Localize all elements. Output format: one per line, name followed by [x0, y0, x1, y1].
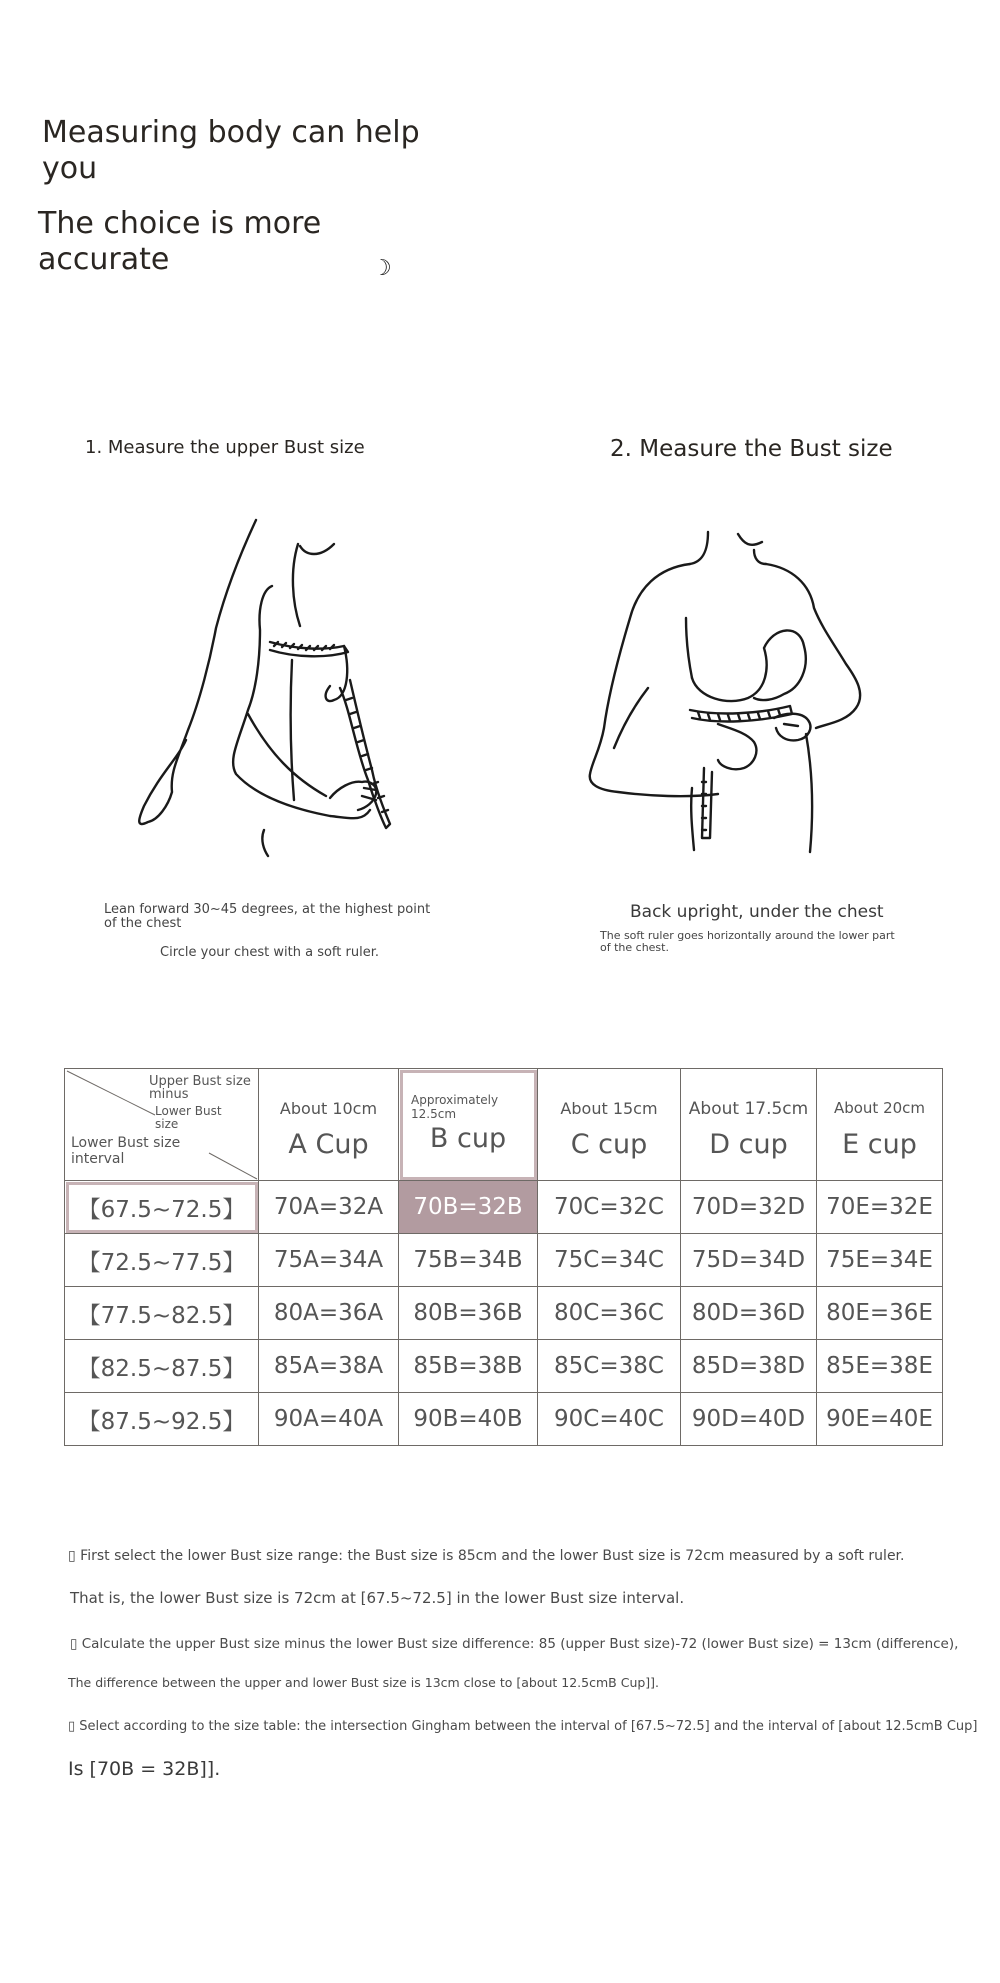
moon-icon: ☽	[372, 256, 392, 281]
note-step2-detail: The difference between the upper and lower Bust size is 13cm close to [about 12.5cmB Cup]].	[68, 1675, 660, 1690]
page-subtitle-line2: accurate	[38, 242, 170, 277]
size-cell: 75B=34B	[399, 1234, 538, 1287]
upper-bust-illustration	[130, 510, 420, 860]
size-cell: 85B=38B	[399, 1340, 538, 1393]
header-cup-a: About 10cm A Cup	[259, 1069, 399, 1181]
size-cell: 70E=32E	[817, 1181, 943, 1234]
table-row	[65, 1287, 943, 1340]
size-cell: 85D=38D	[681, 1340, 817, 1393]
corner-lower-top-label: Lower Bust size	[155, 1104, 222, 1131]
note-step3: ▯ Select according to the size table: the intersection Gingham between the interval of [67.5~72.5] and the interval of [about 12.5cmB Cup]	[68, 1719, 978, 1734]
size-cell: 80B=36B	[399, 1287, 538, 1340]
size-cell: 70C=32C	[538, 1181, 681, 1234]
step2-title: 2. Measure the Bust size	[610, 436, 893, 462]
size-cell: 90E=40E	[817, 1393, 943, 1446]
size-cell: 90C=40C	[538, 1393, 681, 1446]
page-title-line1: Measuring body can help	[42, 115, 420, 150]
size-cell: 80E=36E	[817, 1287, 943, 1340]
size-cell: 80C=36C	[538, 1287, 681, 1340]
step2-caption-2: The soft ruler goes horizontally around the lower part of the chest.	[600, 929, 895, 954]
size-cell: 75A=34A	[259, 1234, 399, 1287]
size-cell: 90D=40D	[681, 1393, 817, 1446]
range-cell: 【77.5~82.5】	[65, 1287, 259, 1340]
step2-caption-1: Back upright, under the chest	[630, 902, 884, 922]
page-title-line2: you	[42, 151, 98, 186]
size-cell: 75D=34D	[681, 1234, 817, 1287]
step1-caption-1: Lean forward 30~45 degrees, at the highest point of the chest	[104, 902, 431, 931]
size-cell: 70D=32D	[681, 1181, 817, 1234]
size-cell: 85C=38C	[538, 1340, 681, 1393]
table-header-row	[65, 1069, 943, 1181]
size-cell-highlighted: 70B=32B	[399, 1181, 538, 1234]
size-cell: 85A=38A	[259, 1340, 399, 1393]
size-table	[64, 1068, 943, 1446]
size-cell: 90A=40A	[259, 1393, 399, 1446]
header-cup-b: Approximately 12.5cm B cup	[399, 1069, 538, 1181]
table-row	[65, 1393, 943, 1446]
size-cell: 80A=36A	[259, 1287, 399, 1340]
table-row	[65, 1340, 943, 1393]
corner-lower-label: Lower Bust size interval	[71, 1135, 181, 1167]
note-result: Is [70B = 32B]].	[68, 1758, 221, 1780]
table-corner-cell	[65, 1069, 259, 1181]
range-cell: 【87.5~92.5】	[65, 1393, 259, 1446]
header-cup-e: About 20cm E cup	[817, 1069, 943, 1181]
table-row	[65, 1234, 943, 1287]
size-cell: 75C=34C	[538, 1234, 681, 1287]
size-cell: 80D=36D	[681, 1287, 817, 1340]
size-cell: 75E=34E	[817, 1234, 943, 1287]
note-step1-detail: That is, the lower Bust size is 72cm at [67.5~72.5] in the lower Bust size interval.	[70, 1589, 685, 1607]
step1-title: 1. Measure the upper Bust size	[85, 437, 365, 458]
page-subtitle-line1: The choice is more	[38, 206, 322, 241]
step1-caption-2: Circle your chest with a soft ruler.	[160, 945, 379, 960]
table-row	[65, 1181, 943, 1234]
note-step2: ▯ Calculate the upper Bust size minus the lower Bust size difference: 85 (upper Bust size)-72 (lower Bust size) = 13cm (difference),	[70, 1636, 959, 1652]
header-cup-d: About 17.5cm D cup	[681, 1069, 817, 1181]
size-cell: 90B=40B	[399, 1393, 538, 1446]
lower-bust-illustration	[578, 528, 878, 858]
header-cup-c: About 15cm C cup	[538, 1069, 681, 1181]
corner-upper-label: Upper Bust size minus	[149, 1074, 251, 1102]
range-cell: 【82.5~87.5】	[65, 1340, 259, 1393]
note-step1: ▯ First select the lower Bust size range: the Bust size is 85cm and the lower Bust size is 72cm measured by a soft ruler.	[68, 1548, 905, 1564]
size-cell: 85E=38E	[817, 1340, 943, 1393]
range-cell: 【72.5~77.5】	[65, 1234, 259, 1287]
range-cell: 【67.5~72.5】	[65, 1181, 259, 1234]
size-cell: 70A=32A	[259, 1181, 399, 1234]
